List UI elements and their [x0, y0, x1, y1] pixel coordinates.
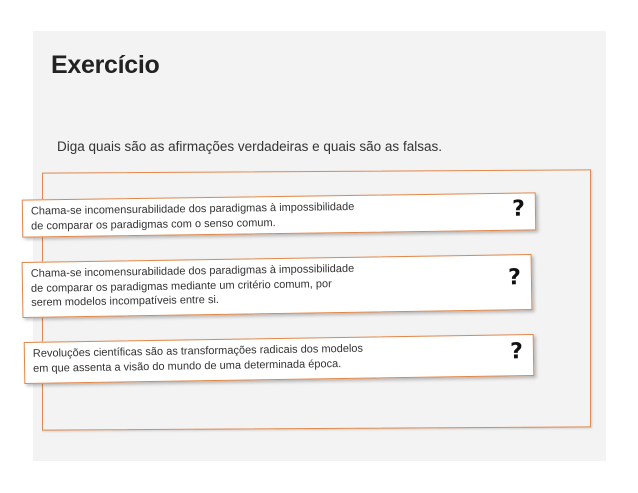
statement-3-text: Revoluções científicas são as transformações radicais dos modelos em que assenta a visão do mundo de uma determinada época. — [32, 342, 364, 375]
slide — [30, 31, 606, 461]
statement-1[interactable] — [22, 192, 536, 237]
question-mark-icon[interactable]: ? — [512, 196, 526, 222]
instruction-text: Diga quais são as afirmações verdadeiras e quais são as falsas. — [57, 139, 442, 154]
question-mark-icon[interactable]: ? — [507, 265, 522, 291]
statement-1-text: Chama-se incomensurabilidade dos paradigmas à impossibilidade de comparar os paradigmas com o senso comum. — [30, 200, 355, 232]
statement-2-text: Chama-se incomensurabilidade dos paradigmas à impossibilidade de comparar os paradigmas mediante um critério comum, por serem modelos incompatíveis entre si. — [30, 262, 355, 309]
statement-3[interactable] — [24, 334, 535, 384]
slide-title: Exercício — [51, 51, 160, 79]
question-mark-icon[interactable]: ? — [509, 339, 524, 365]
statement-2[interactable] — [22, 254, 533, 318]
